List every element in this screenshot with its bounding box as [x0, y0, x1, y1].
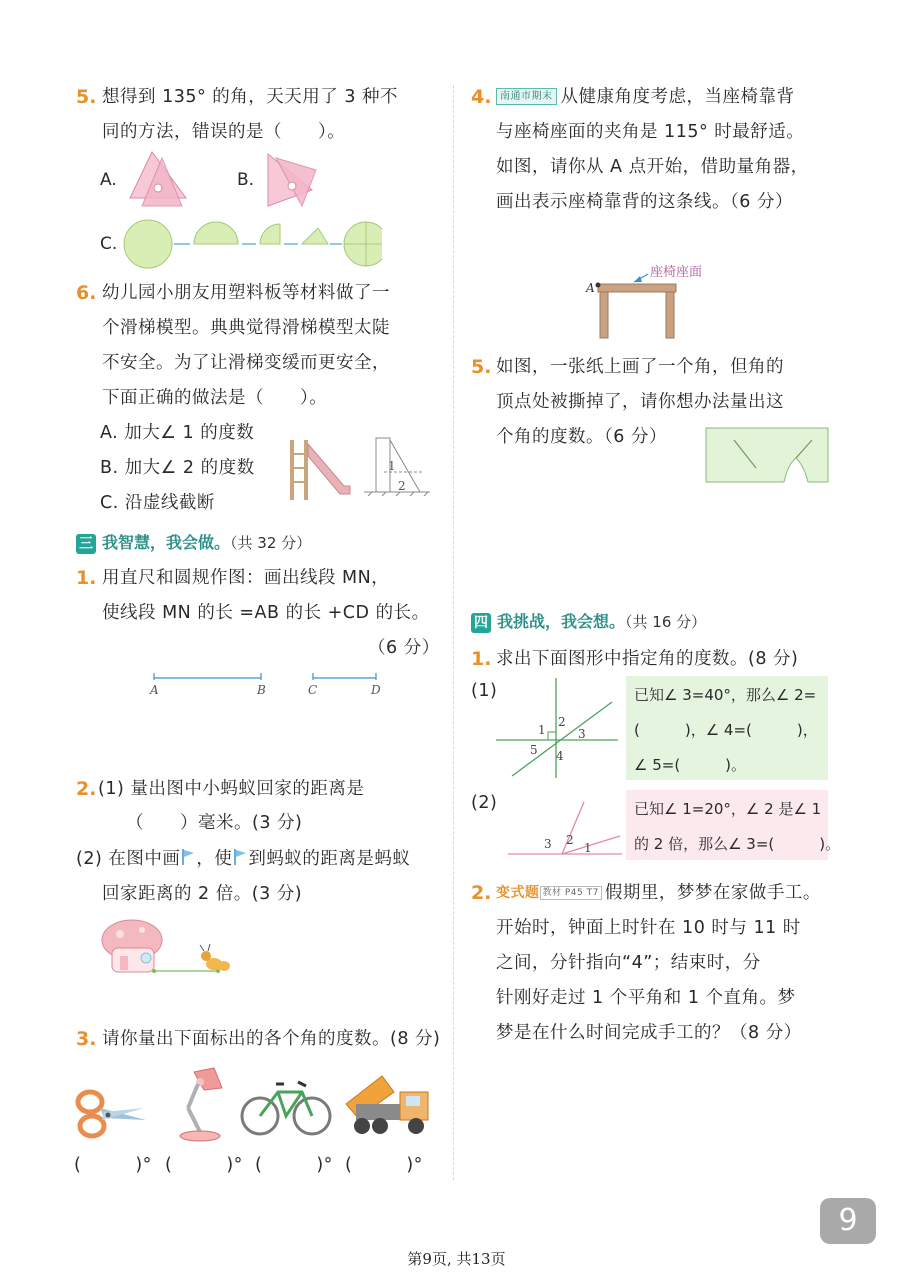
question-number: 4.: [471, 86, 492, 108]
question-number: 1.: [471, 648, 492, 670]
angle-answer-blank[interactable]: ( )°: [165, 1155, 243, 1175]
condition-line: 已知∠ 3=40°，那么∠ 2=: [634, 686, 817, 704]
question-text: 下面正确的做法是（ ）。: [102, 388, 328, 408]
question-text: (1) 量出图中小蚂蚁回家的距离是: [98, 779, 365, 799]
sub-question-label: (2): [471, 793, 498, 813]
angle-answer-blank[interactable]: ( )°: [255, 1155, 333, 1175]
angle-rays-figure: [500, 798, 624, 860]
option-b-label: B.: [237, 170, 255, 190]
question-text: 之间，分针指向“4”；结束时，分: [496, 953, 761, 973]
question-text: [496, 876, 821, 911]
section-3-title: 我智慧，我会做。: [102, 533, 231, 552]
condition-line: ∠ 5=( )。: [634, 756, 747, 774]
slide-diagram-figure: [362, 432, 432, 498]
condition-line: ( )，∠ 4=( )，: [634, 721, 818, 739]
chair-seat-figure: [580, 258, 720, 344]
known-conditions-box: [626, 676, 828, 780]
question-text: 如图，请你从 A 点开始，借助量角器，: [496, 157, 809, 177]
question-text: 回家距离的 2 倍。(3 分): [102, 884, 303, 904]
question-text: 同的方法，错误的是（ ）。: [102, 122, 346, 142]
option-a: A. 加大∠ 1 的度数: [100, 423, 255, 443]
seat-label: 座椅座面: [650, 265, 703, 280]
question-text: 顶点处被撕掉了，请你想办法量出这: [496, 392, 784, 412]
question-number: 5.: [471, 356, 492, 378]
question-text: 用直尺和圆规作图：画出线段 MN，: [102, 568, 390, 588]
point-a-label: A: [586, 281, 595, 295]
question-text-part: ，使: [196, 849, 233, 869]
question-text: 开始时，钟面上时针在 10 时与 11 时: [496, 918, 801, 938]
desk-lamp-figure: [170, 1064, 228, 1142]
option-c-label: C.: [100, 234, 118, 254]
torn-paper-angle-figure: [704, 426, 830, 486]
point-a-label: A: [150, 683, 159, 697]
dump-truck-figure: [342, 1074, 434, 1140]
triangle-ruler-figure-b: [262, 150, 322, 212]
question-text-part: 假期里，梦梦在家做手工。: [604, 883, 821, 903]
section-4-title: 我挑战，我会想。: [497, 612, 626, 631]
intersecting-lines-figure: [494, 676, 622, 780]
section-3-header: [76, 530, 311, 554]
question-text: （ ）毫米。(3 分): [126, 813, 303, 833]
section-3-icon: 三: [76, 534, 96, 554]
question-text: 请你量出下面标出的各个角的度数。(8 分): [102, 1029, 441, 1049]
point-b-label: B: [257, 683, 266, 697]
question-text: 与座椅座面的夹角是 115° 时最舒适。: [496, 122, 805, 142]
angle-1-label: 1: [388, 459, 396, 473]
option-a-label: A.: [100, 170, 117, 190]
angle-answer-blank[interactable]: ( )°: [74, 1155, 152, 1175]
question-number: 1.: [76, 567, 97, 589]
question-number: 2.: [76, 778, 97, 800]
bicycle-figure: [240, 1074, 332, 1140]
page-number-badge: 9: [820, 1198, 876, 1244]
option-b: B. 加大∠ 2 的度数: [100, 458, 255, 478]
question-number: 6.: [76, 282, 97, 304]
flag-icon: [232, 848, 248, 866]
column-divider: [453, 85, 454, 1180]
textbook-tag: 教材 P45 T7: [540, 886, 602, 900]
section-3-points: （共 32 分）: [230, 534, 312, 552]
question-text-part: (2) 在图中画: [76, 849, 181, 869]
angle-2-label: 2: [398, 479, 406, 493]
question-text: 如图，一张纸上画了一个角，但角的: [496, 357, 784, 377]
triangle-ruler-figure-a: [122, 150, 192, 210]
page-footer: 第9页, 共13页: [407, 1250, 506, 1268]
point-d-label: D: [371, 683, 381, 697]
question-text-part: 到蚂蚁的距离是蚂蚁: [248, 849, 411, 869]
angle-2-label: 2: [558, 715, 566, 729]
variant-tag: 变式题: [496, 885, 540, 901]
section-4-icon: 四: [471, 613, 491, 633]
question-text: 个滑梯模型。典典觉得滑梯模型太陡: [102, 318, 390, 338]
circle-folding-figure: [122, 218, 382, 270]
option-c: C. 沿虚线截断: [100, 493, 215, 513]
question-text: 幼儿园小朋友用塑料板等材料做了一: [102, 283, 390, 303]
angle-5-label: 5: [530, 743, 538, 757]
question-text: [76, 842, 410, 877]
known-conditions-box: [626, 790, 841, 860]
question-number: 3.: [76, 1028, 97, 1050]
flag-icon: [180, 848, 196, 866]
angle-4-label: 4: [556, 749, 564, 763]
angle-1-label: 1: [584, 841, 592, 855]
question-text: 画出表示座椅靠背的这条线。（6 分）: [496, 192, 793, 212]
section-4-points: （共 16 分）: [625, 613, 707, 631]
angle-3-label: 3: [544, 837, 552, 851]
question-text: [496, 80, 795, 115]
line-segments-figure: [140, 668, 390, 700]
angle-2-label: 2: [566, 833, 574, 847]
question-text-part: 从健康角度考虑，当座椅靠背: [560, 87, 795, 107]
question-text: 求出下面图形中指定角的度数。(8 分): [496, 649, 799, 669]
question-text: 梦是在什么时间完成手工的？（8 分）: [496, 1023, 802, 1043]
question-text: 想得到 135° 的角，天天用了 3 种不: [102, 87, 399, 107]
angle-3-label: 3: [578, 727, 586, 741]
section-4-header: [471, 609, 706, 633]
scissors-figure: [74, 1084, 150, 1142]
question-text: 使线段 MN 的长 =AB 的长 +CD 的长。: [102, 603, 430, 623]
question-number: 5.: [76, 86, 97, 108]
angle-1-label: 1: [538, 723, 546, 737]
question-text: 个角的度数。（6 分）: [496, 427, 667, 447]
point-c-label: C: [308, 683, 318, 697]
condition-line: 的 2 倍，那么∠ 3=( )。: [634, 835, 841, 853]
slide-model-figure: [286, 432, 352, 502]
sub-question-label: (1): [471, 681, 498, 701]
condition-line: 已知∠ 1=20°，∠ 2 是∠ 1: [634, 800, 822, 818]
question-number: 2.: [471, 882, 492, 904]
source-tag: 南通市期末: [496, 88, 557, 105]
angle-answer-blank[interactable]: ( )°: [345, 1155, 423, 1175]
ant-and-house-figure: [98, 914, 238, 980]
question-points: （6 分）: [368, 638, 440, 658]
question-text: 针刚好走过 1 个平角和 1 个直角。梦: [496, 988, 796, 1008]
question-text: 不安全。为了让滑梯变缓而更安全，: [102, 353, 390, 373]
